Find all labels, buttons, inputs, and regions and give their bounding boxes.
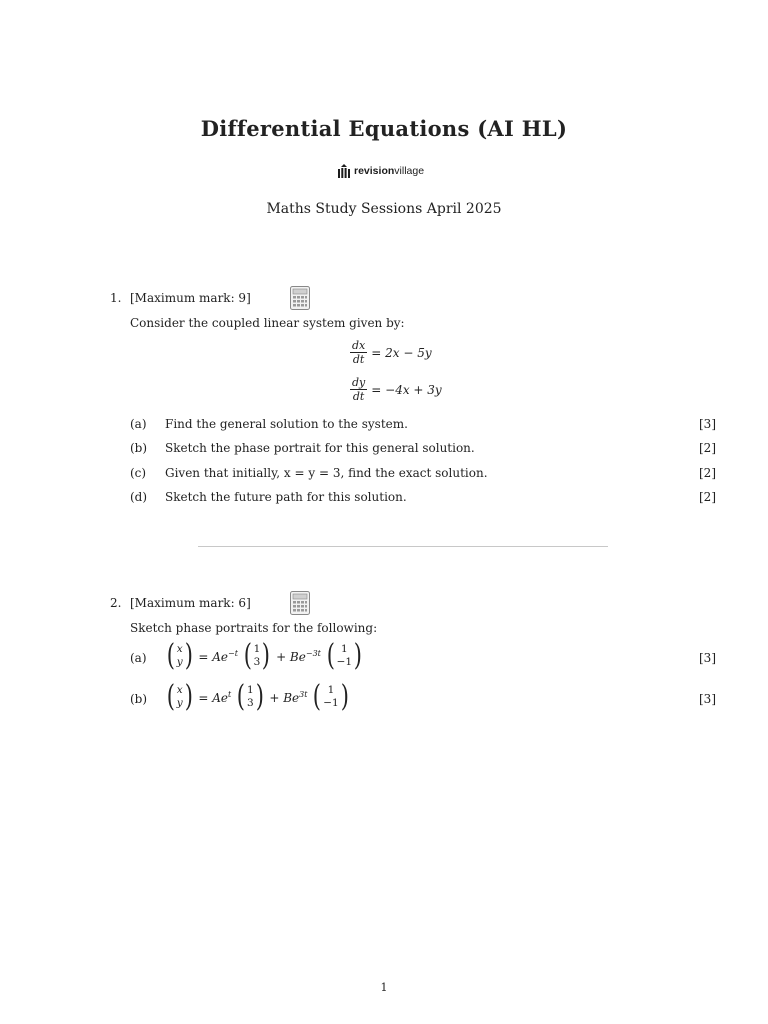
vector-1: ( 1 3 ) [236,679,264,714]
part-label: (c) [130,466,147,480]
part-mark: [3] [699,417,716,431]
question-1-intro: Consider the coupled linear system given by: [130,316,405,330]
vector-xy: ( x y ) [166,679,193,714]
revision-village-logo [338,164,424,178]
vector-2: ( 1 −1 ) [313,679,349,714]
part-label: (a) [130,417,147,431]
vector-1: ( 1 3 ) [243,638,271,673]
vector-equation: ( x y ) = $Ae^t$ ( 1 3 ) + $Be^{3t}$ ( 1 −1 ) [166,679,349,714]
part-label: (b) [130,692,148,706]
document-title: Differential Equations (AI HL) [200,116,568,141]
question-2-number: 2. [110,596,122,610]
part-label: (a) [130,651,147,665]
vector-xy: ( x y ) [166,638,193,673]
fraction-dx-dt: $\frac{dx}{dt}$ [352,339,366,366]
part-label: (d) [130,490,148,504]
question-1-max-mark: [Maximum mark: 9] [130,291,251,305]
part-label: (b) [130,441,148,455]
document-subtitle: Maths Study Sessions April 2025 [266,201,502,217]
part-text: Given that initially, x = y = 3, find the exact solution. [165,466,488,480]
equation-dy-dt [350,376,442,403]
calculator-icon [290,286,310,310]
part-mark: [3] [699,692,716,706]
calculator-icon [290,591,310,615]
question-2-max-mark: [Maximum mark: 6] [130,596,251,610]
equation-rhs: = 2x − 5y [371,345,432,360]
part-mark: [2] [699,490,716,504]
question-1-number: 1. [110,291,122,305]
part-mark: [2] [699,466,716,480]
part-mark: [2] [699,441,716,455]
part-text: Sketch the future path for this solution. [165,490,407,504]
part-text: Find the general solution to the system. [165,417,408,431]
logo-text: revisionvillage [354,165,425,177]
vector-2: ( 1 −1 ) [326,638,363,673]
equation-rhs: = −4x + 3y [371,382,442,397]
vector-equation: ( x y ) = $Ae^{-t}$ ( 1 3 ) + $Be^{-3t}$ ( 1 −1 ) [166,638,363,673]
question-2-intro: Sketch phase portraits for the following: [130,621,378,635]
part-text: Sketch the phase portrait for this general solution. [165,441,475,455]
page-number: 1 [380,981,388,994]
part-mark: [3] [699,651,716,665]
revision-village-logo-icon [338,164,350,178]
equation-dx-dt [350,339,432,366]
section-divider [198,546,608,547]
fraction-dy-dt: $\frac{dy}{dt}$ [352,376,366,403]
